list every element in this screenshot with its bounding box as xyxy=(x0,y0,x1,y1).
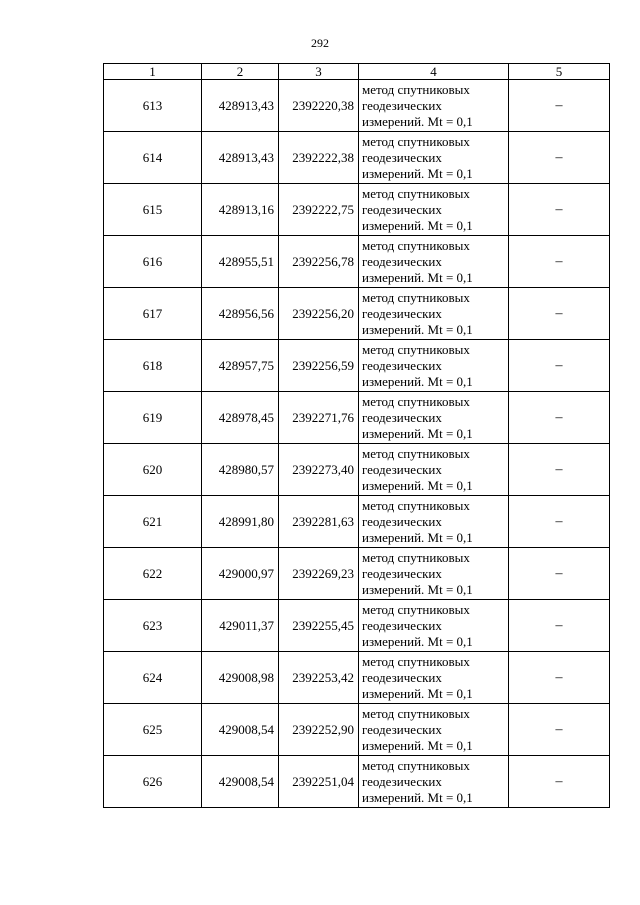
method-line-1: метод спутниковых xyxy=(362,445,470,461)
method-line-2: геодезических xyxy=(362,201,442,217)
y-coordinate-cell: 2392252,90 xyxy=(279,704,359,756)
header-col-3: 3 xyxy=(279,64,359,80)
method-cell xyxy=(359,548,509,600)
x-coordinate-cell: 428991,80 xyxy=(202,496,279,548)
y-coordinate-cell: 2392222,75 xyxy=(279,184,359,236)
table-row xyxy=(104,496,610,548)
method-line-1: метод спутниковых xyxy=(362,549,470,565)
point-number-cell: 624 xyxy=(104,652,202,704)
table-row xyxy=(104,392,610,444)
method-line-1: метод спутниковых xyxy=(362,757,470,773)
method-line-3: измерений. Mt = 0,1 xyxy=(362,789,473,805)
method-line-2: геодезических xyxy=(362,773,442,789)
point-number-cell: 614 xyxy=(104,132,202,184)
coordinates-table xyxy=(103,63,610,808)
x-coordinate-cell: 429008,54 xyxy=(202,704,279,756)
table-row xyxy=(104,132,610,184)
column-5-cell: – xyxy=(509,392,610,444)
y-coordinate-cell: 2392222,38 xyxy=(279,132,359,184)
table-row xyxy=(104,184,610,236)
method-line-3: измерений. Mt = 0,1 xyxy=(362,321,473,337)
method-line-3: измерений. Mt = 0,1 xyxy=(362,529,473,545)
table-row xyxy=(104,652,610,704)
table-row xyxy=(104,600,610,652)
table-row xyxy=(104,444,610,496)
header-row xyxy=(104,64,610,80)
method-cell xyxy=(359,184,509,236)
method-line-1: метод спутниковых xyxy=(362,601,470,617)
y-coordinate-cell: 2392281,63 xyxy=(279,496,359,548)
point-number-cell: 621 xyxy=(104,496,202,548)
column-5-cell: – xyxy=(509,340,610,392)
point-number-cell: 625 xyxy=(104,704,202,756)
table-body xyxy=(104,80,610,808)
method-cell xyxy=(359,496,509,548)
x-coordinate-cell: 428913,43 xyxy=(202,80,279,132)
point-number-cell: 618 xyxy=(104,340,202,392)
y-coordinate-cell: 2392271,76 xyxy=(279,392,359,444)
method-line-2: геодезических xyxy=(362,305,442,321)
method-line-2: геодезических xyxy=(362,669,442,685)
table-row xyxy=(104,80,610,132)
column-5-cell: – xyxy=(509,756,610,808)
method-cell xyxy=(359,236,509,288)
x-coordinate-cell: 428955,51 xyxy=(202,236,279,288)
method-line-2: геодезических xyxy=(362,253,442,269)
method-line-3: измерений. Mt = 0,1 xyxy=(362,113,473,129)
method-line-1: метод спутниковых xyxy=(362,653,470,669)
x-coordinate-cell: 428957,75 xyxy=(202,340,279,392)
method-line-3: измерений. Mt = 0,1 xyxy=(362,269,473,285)
method-line-1: метод спутниковых xyxy=(362,341,470,357)
method-line-2: геодезических xyxy=(362,149,442,165)
column-5-cell: – xyxy=(509,132,610,184)
method-cell xyxy=(359,652,509,704)
method-cell xyxy=(359,392,509,444)
x-coordinate-cell: 428978,45 xyxy=(202,392,279,444)
header-col-5: 5 xyxy=(509,64,610,80)
x-coordinate-cell: 428913,16 xyxy=(202,184,279,236)
y-coordinate-cell: 2392256,59 xyxy=(279,340,359,392)
method-line-3: измерений. Mt = 0,1 xyxy=(362,217,473,233)
column-5-cell: – xyxy=(509,236,610,288)
method-line-3: измерений. Mt = 0,1 xyxy=(362,373,473,389)
method-line-2: геодезических xyxy=(362,617,442,633)
method-cell xyxy=(359,340,509,392)
x-coordinate-cell: 428980,57 xyxy=(202,444,279,496)
y-coordinate-cell: 2392220,38 xyxy=(279,80,359,132)
point-number-cell: 617 xyxy=(104,288,202,340)
y-coordinate-cell: 2392255,45 xyxy=(279,600,359,652)
x-coordinate-cell: 428956,56 xyxy=(202,288,279,340)
point-number-cell: 626 xyxy=(104,756,202,808)
column-5-cell: – xyxy=(509,444,610,496)
point-number-cell: 623 xyxy=(104,600,202,652)
y-coordinate-cell: 2392251,04 xyxy=(279,756,359,808)
method-line-1: метод спутниковых xyxy=(362,497,470,513)
point-number-cell: 615 xyxy=(104,184,202,236)
method-line-1: метод спутниковых xyxy=(362,185,470,201)
point-number-cell: 619 xyxy=(104,392,202,444)
method-line-2: геодезических xyxy=(362,565,442,581)
x-coordinate-cell: 429011,37 xyxy=(202,600,279,652)
table-row xyxy=(104,236,610,288)
method-cell xyxy=(359,288,509,340)
point-number-cell: 620 xyxy=(104,444,202,496)
x-coordinate-cell: 429008,98 xyxy=(202,652,279,704)
y-coordinate-cell: 2392256,78 xyxy=(279,236,359,288)
method-cell xyxy=(359,600,509,652)
method-line-1: метод спутниковых xyxy=(362,393,470,409)
method-line-3: измерений. Mt = 0,1 xyxy=(362,737,473,753)
table-row xyxy=(104,756,610,808)
column-5-cell: – xyxy=(509,600,610,652)
column-5-cell: – xyxy=(509,496,610,548)
y-coordinate-cell: 2392269,23 xyxy=(279,548,359,600)
y-coordinate-cell: 2392256,20 xyxy=(279,288,359,340)
method-line-3: измерений. Mt = 0,1 xyxy=(362,581,473,597)
x-coordinate-cell: 429000,97 xyxy=(202,548,279,600)
method-cell xyxy=(359,132,509,184)
table-header xyxy=(104,64,610,80)
page-number: 292 xyxy=(311,36,329,50)
method-line-1: метод спутниковых xyxy=(362,289,470,305)
method-line-1: метод спутниковых xyxy=(362,705,470,721)
method-cell xyxy=(359,756,509,808)
x-coordinate-cell: 428913,43 xyxy=(202,132,279,184)
method-line-1: метод спутниковых xyxy=(362,81,470,97)
method-line-3: измерений. Mt = 0,1 xyxy=(362,477,473,493)
column-5-cell: – xyxy=(509,652,610,704)
table-row xyxy=(104,288,610,340)
header-col-4: 4 xyxy=(359,64,509,80)
column-5-cell: – xyxy=(509,548,610,600)
method-line-3: измерений. Mt = 0,1 xyxy=(362,425,473,441)
method-line-3: измерений. Mt = 0,1 xyxy=(362,633,473,649)
method-line-1: метод спутниковых xyxy=(362,133,470,149)
point-number-cell: 616 xyxy=(104,236,202,288)
y-coordinate-cell: 2392253,42 xyxy=(279,652,359,704)
method-cell xyxy=(359,444,509,496)
column-5-cell: – xyxy=(509,184,610,236)
y-coordinate-cell: 2392273,40 xyxy=(279,444,359,496)
point-number-cell: 613 xyxy=(104,80,202,132)
method-cell xyxy=(359,80,509,132)
column-5-cell: – xyxy=(509,704,610,756)
table-row xyxy=(104,548,610,600)
method-line-2: геодезических xyxy=(362,721,442,737)
column-5-cell: – xyxy=(509,288,610,340)
method-line-2: геодезических xyxy=(362,513,442,529)
method-line-3: измерений. Mt = 0,1 xyxy=(362,685,473,701)
header-col-2: 2 xyxy=(202,64,279,80)
method-line-2: геодезических xyxy=(362,461,442,477)
header-col-1: 1 xyxy=(104,64,202,80)
method-line-1: метод спутниковых xyxy=(362,237,470,253)
method-line-2: геодезических xyxy=(362,409,442,425)
method-line-3: измерений. Mt = 0,1 xyxy=(362,165,473,181)
table-row xyxy=(104,340,610,392)
table-row xyxy=(104,704,610,756)
point-number-cell: 622 xyxy=(104,548,202,600)
column-5-cell: – xyxy=(509,80,610,132)
method-cell xyxy=(359,704,509,756)
x-coordinate-cell: 429008,54 xyxy=(202,756,279,808)
method-line-2: геодезических xyxy=(362,97,442,113)
method-line-2: геодезических xyxy=(362,357,442,373)
